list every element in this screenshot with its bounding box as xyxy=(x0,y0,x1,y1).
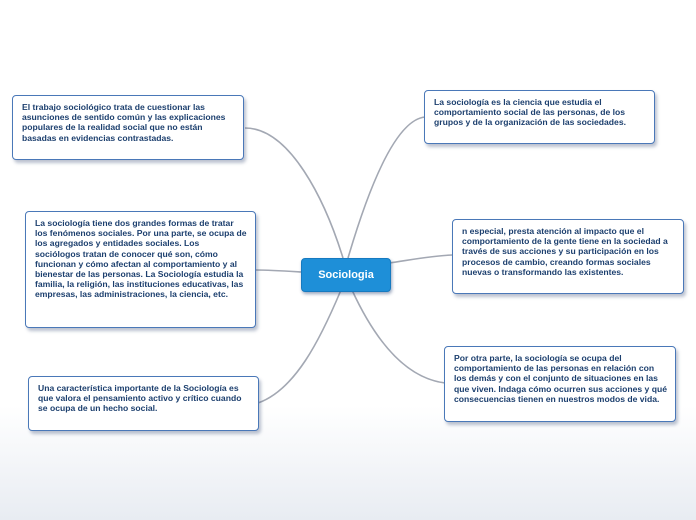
branch-node-definition[interactable]: La sociología es la ciencia que estudia el comportamiento social de las personas, de los grupos y de la organización de las sociedades. xyxy=(424,90,655,144)
branch-node-social-impact[interactable]: n especial, presta atención al impacto que el comportamiento de la gente tiene en la sociedad a través de sus acciones y su participación en los procesos de cambio, creando formas sociales nuevas o transformando las existentes. xyxy=(452,219,684,294)
connector-line xyxy=(245,128,343,258)
branch-node-behaviour-relations[interactable]: Por otra parte, la sociología se ocupa del comportamiento de las personas en relación con los demás y con el conjunto de situaciones en las que viven. Indaga cómo ocurren sus acciones y qué consecuencias tienen en nuestros modos de vida. xyxy=(444,346,676,422)
connector-line xyxy=(389,255,452,263)
central-topic-node[interactable] xyxy=(301,258,391,292)
connector-line xyxy=(258,290,341,403)
connector-line xyxy=(348,117,425,258)
connector-line xyxy=(256,270,301,272)
branch-node-critical-thinking[interactable]: Una característica importante de la Sociología es que valora el pensamiento activo y crítico cuando se ocupa de un hecho social. xyxy=(28,376,259,431)
connector-line xyxy=(352,290,445,383)
central-topic-label: Sociologia xyxy=(318,269,374,281)
branch-node-social-phenomena[interactable]: La sociología tiene dos grandes formas de tratar los fenómenos sociales. Por una parte, se ocupa de los agregados y entidades sociales. Los sociólogos tratan de conocer qué son, cómo funcionan y cómo afectan al comportamiento y al bienestar de las personas. La Sociología estudia la familia, la religión, las instituciones educativas, las empresas, las administraciones, la ciencia, etc. xyxy=(25,211,256,328)
branch-node-common-sense[interactable]: El trabajo sociológico trata de cuestionar las asunciones de sentido común y las explicaciones populares de la realidad social que no están basadas en evidencias contrastadas. xyxy=(12,95,244,160)
